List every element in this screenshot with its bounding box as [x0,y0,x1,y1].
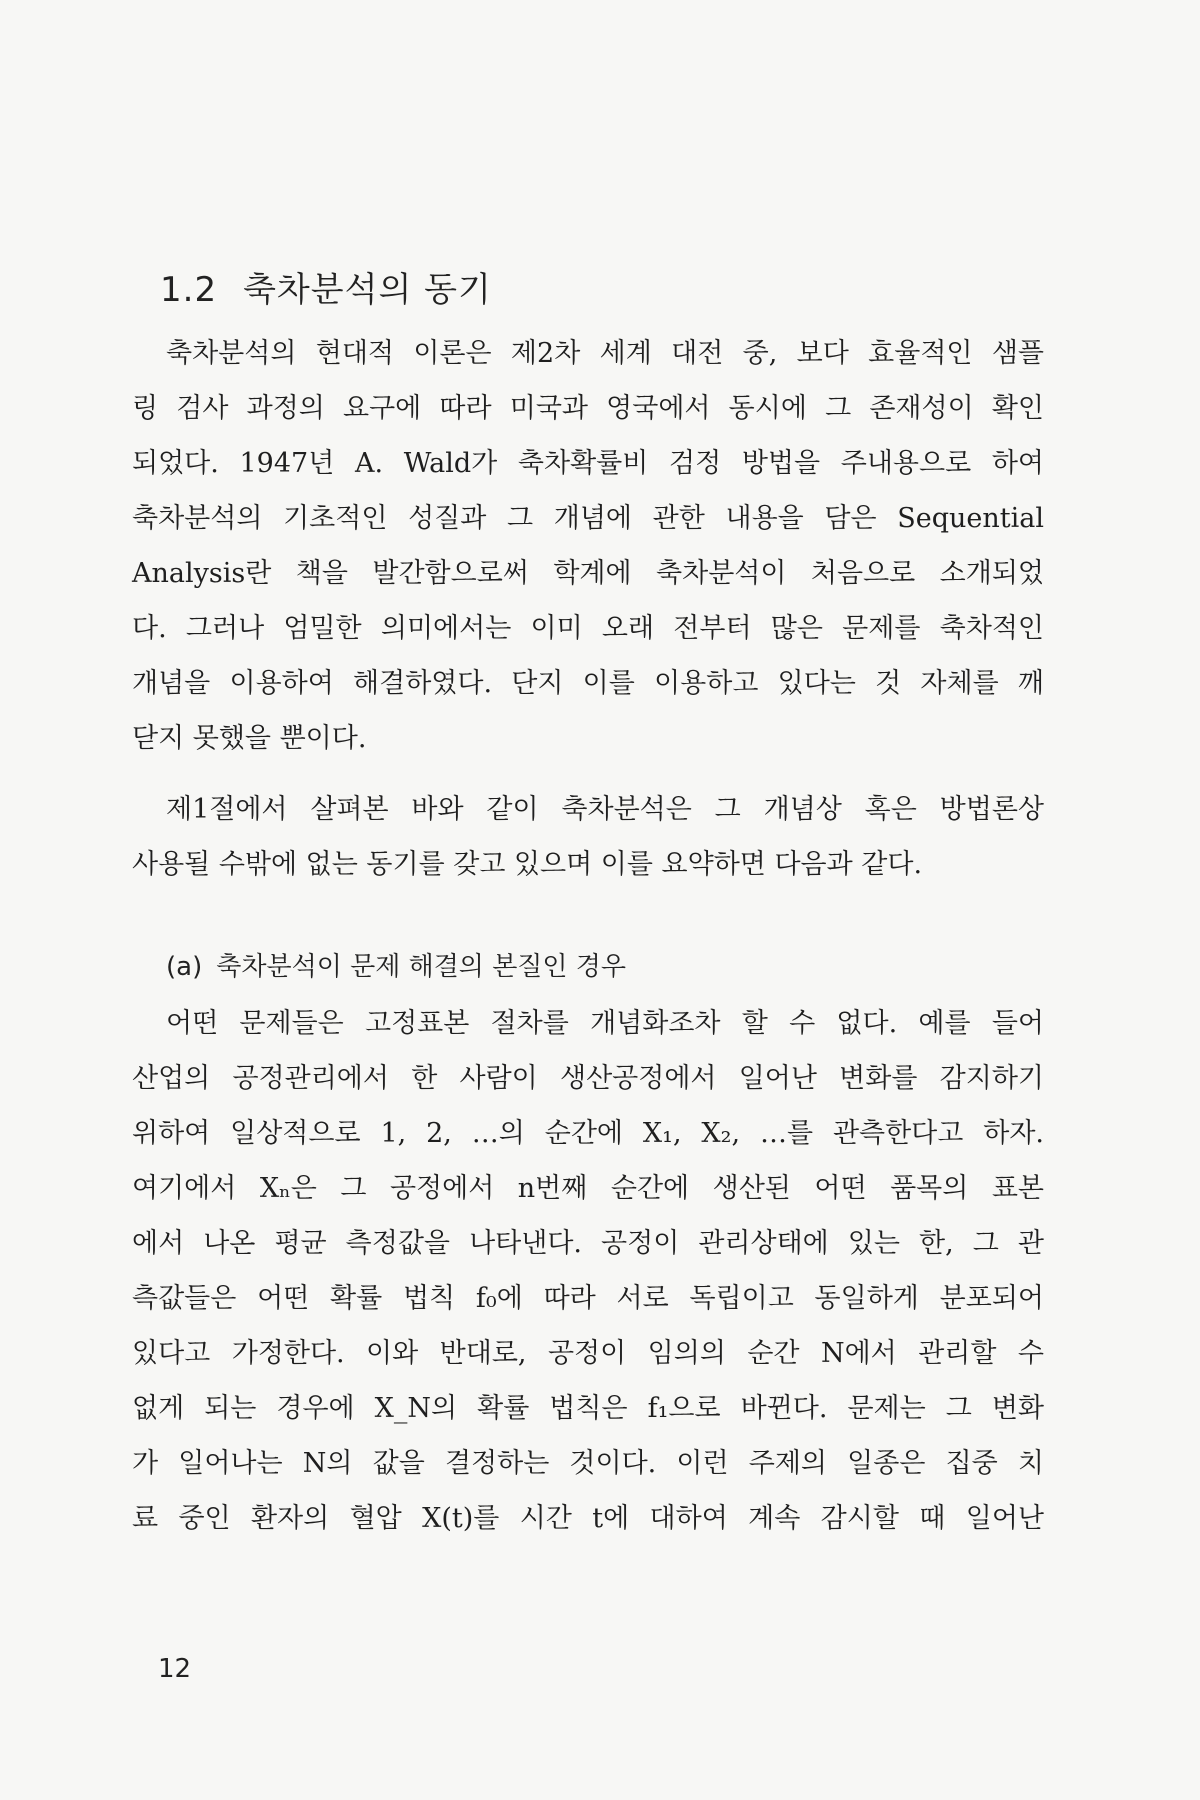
paragraph-line: 사용될 수밖에 없는 동기를 갖고 있으며 이를 요약하면 다음과 같다. [132,849,923,880]
paragraph-line: 어떤 문제들은 고정표본 절차를 개념화조차 할 수 없다. 예를 들어 [166,1008,1044,1039]
paragraph-line: 에서 나온 평균 측정값을 나타낸다. 공정이 관리상태에 있는 한, 그 관 [132,1228,1044,1259]
paragraph-line: 링 검사 과정의 요구에 따라 미국과 영국에서 동시에 그 존재성이 확인 [132,393,1044,424]
paragraph-example [132,996,1044,1546]
paragraph-line: 제1절에서 살펴본 바와 같이 축차분석은 그 개념상 혹은 방법론상 [166,794,1044,825]
paragraph-line: 가 일어나는 N의 값을 결정하는 것이다. 이런 주제의 일종은 집중 치 [132,1448,1044,1479]
paragraph-line: 되었다. 1947년 A. Wald가 축차확률비 검정 방법을 주내용으로 하여 [132,448,1044,479]
paragraph-line: 다. 그러나 엄밀한 의미에서는 이미 오래 전부터 많은 문제를 축차적인 [132,613,1044,644]
paragraph-summary [132,782,1044,892]
paragraph-line: 측값들은 어떤 확률 법칙 f₀에 따라 서로 독립이고 동일하게 분포되어 [132,1283,1044,1314]
paragraph-line: 없게 되는 경우에 X_N의 확률 법칙은 f₁으로 바뀐다. 문제는 그 변화 [132,1393,1044,1424]
paragraph-line: 있다고 가정한다. 이와 반대로, 공정이 임의의 순간 N에서 관리할 수 [132,1338,1044,1369]
section-heading [160,262,492,311]
subsection-tag: (a) [166,952,203,982]
subsection-heading [166,946,626,983]
paragraph-line: 개념을 이용하여 해결하였다. 단지 이를 이용하고 있다는 것 자체를 깨 [132,668,1044,699]
section-number: 1.2 [160,270,218,310]
paragraph-line: 닫지 못했을 뿐이다. [132,723,367,754]
paragraph-line: 축차분석의 현대적 이론은 제2차 세계 대전 중, 보다 효율적인 샘플 [166,338,1044,369]
paragraph-line: 축차분석의 기초적인 성질과 그 개념에 관한 내용을 담은 Sequential [132,503,1044,534]
paragraph-line: 산업의 공정관리에서 한 사람이 생산공정에서 일어난 변화를 감지하기 [132,1063,1044,1094]
paragraph-line: 위하여 일상적으로 1, 2, …의 순간에 X₁, X₂, …를 관측한다고 하자. [132,1118,1044,1149]
paragraph-line: 여기에서 Xₙ은 그 공정에서 n번째 순간에 생산된 어떤 품목의 표본 [132,1173,1044,1204]
paragraph-intro [132,326,1044,766]
paragraph-line: 료 중인 환자의 혈압 X(t)를 시간 t에 대하여 계속 감시할 때 일어난 [132,1503,1044,1534]
paragraph-line: Analysis란 책을 발간함으로써 학계에 축차분석이 처음으로 소개되었 [132,558,1044,589]
section-title: 축차분석의 동기 [243,270,492,310]
page-number: 12 [158,1654,192,1684]
subsection-title: 축차분석이 문제 해결의 본질인 경우 [216,952,627,982]
